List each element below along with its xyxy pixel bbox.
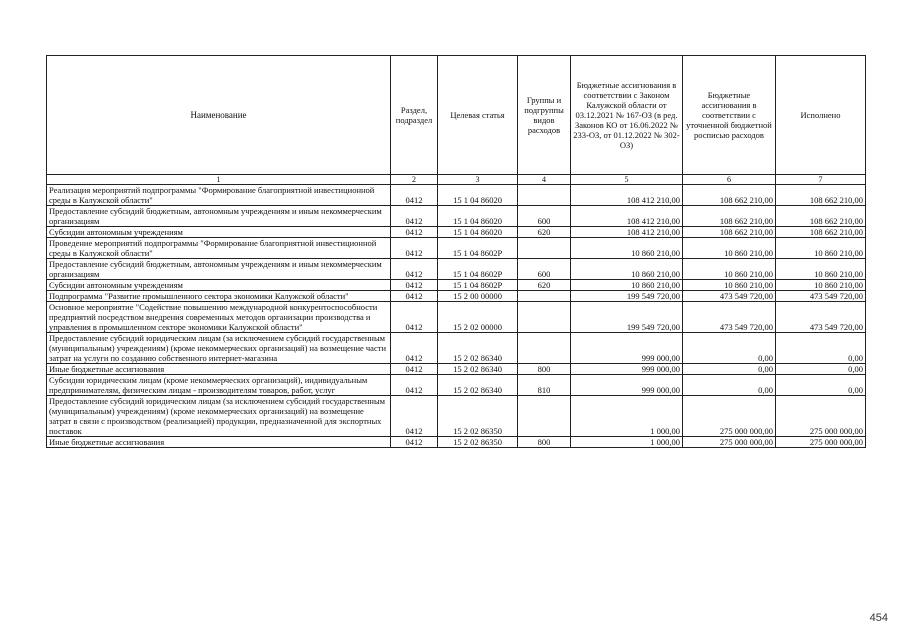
row-name: Основное мероприятие "Содействие повышению международной конкурентоспособности предприятий посредством внедрения современных методов организации производства и управления в промышленном секторе экономики Калужской области" [47, 302, 391, 333]
page-number: 454 [869, 612, 888, 624]
row-target: 15 2 02 86340 [438, 333, 518, 364]
row-executed: 108 662 210,00 [776, 206, 866, 227]
row-refined-budget: 108 662 210,00 [683, 227, 776, 238]
row-name: Иные бюджетные ассигнования [47, 437, 391, 448]
row-executed: 10 860 210,00 [776, 259, 866, 280]
row-section: 0412 [391, 185, 438, 206]
row-executed: 0,00 [776, 364, 866, 375]
row-refined-budget: 473 549 720,00 [683, 291, 776, 302]
row-law-budget: 108 412 210,00 [571, 185, 683, 206]
row-group [518, 333, 571, 364]
row-executed: 10 860 210,00 [776, 280, 866, 291]
row-executed: 108 662 210,00 [776, 227, 866, 238]
row-refined-budget: 0,00 [683, 333, 776, 364]
row-refined-budget: 108 662 210,00 [683, 206, 776, 227]
row-group: 620 [518, 227, 571, 238]
row-name: Предоставление субсидий юридическим лицам (за исключением субсидий государственным (муниципальным) учреждениям) (кроме некоммерческих организаций) на возмещение затрат в связи с производством (реализацией) продукции, предназначенной для экспортных поставок [47, 396, 391, 437]
row-law-budget: 999 000,00 [571, 364, 683, 375]
row-name: Субсидии юридическим лицам (кроме некоммерческих организаций), индивидуальным предпринимателям, физическим лицам - производителям товаров, работ, услуг [47, 375, 391, 396]
row-law-budget: 108 412 210,00 [571, 227, 683, 238]
column-number: 7 [776, 175, 866, 185]
row-target: 15 2 02 00000 [438, 302, 518, 333]
header-section: Раздел, подраздел [391, 56, 438, 175]
row-law-budget: 199 549 720,00 [571, 291, 683, 302]
row-name: Предоставление субсидий бюджетным, автономным учреждениям и иным некоммерческим организациям [47, 259, 391, 280]
row-section: 0412 [391, 227, 438, 238]
column-number: 3 [438, 175, 518, 185]
table-row [47, 227, 866, 238]
row-target: 15 1 04 86020 [438, 206, 518, 227]
row-target: 15 2 02 86340 [438, 375, 518, 396]
header-row [47, 56, 866, 175]
row-target: 15 1 04 8602Р [438, 259, 518, 280]
row-name: Субсидии автономным учреждениям [47, 280, 391, 291]
row-refined-budget: 0,00 [683, 375, 776, 396]
table-row [47, 375, 866, 396]
header-groups: Группы и подгруппы видов расходов [518, 56, 571, 175]
row-name: Субсидии автономным учреждениям [47, 227, 391, 238]
row-refined-budget: 108 662 210,00 [683, 185, 776, 206]
row-section: 0412 [391, 333, 438, 364]
header-name: Наименование [47, 56, 391, 175]
header-law-budget: Бюджетные ассигнования в соответствии с Законом Калужской области от 03.12.2021 № 167-ОЗ (в ред. Законов КО от 16.06.2022 № 233-ОЗ, от 01.12.2022 № 302-ОЗ) [571, 56, 683, 175]
row-refined-budget: 0,00 [683, 364, 776, 375]
table-row [47, 333, 866, 364]
header-refined-budget: Бюджетные ассигнования в соответствии с уточненной бюджетной росписью расходов [683, 56, 776, 175]
row-section: 0412 [391, 364, 438, 375]
row-group [518, 396, 571, 437]
row-executed: 275 000 000,00 [776, 437, 866, 448]
row-group: 800 [518, 364, 571, 375]
row-law-budget: 108 412 210,00 [571, 206, 683, 227]
column-number: 2 [391, 175, 438, 185]
row-name: Реализация мероприятий подпрограммы "Формирование благоприятной инвестиционной среды в Калужской области" [47, 185, 391, 206]
table-row [47, 396, 866, 437]
row-name: Предоставление субсидий юридическим лицам (за исключением субсидий государственным (муниципальным) учреждениям) (кроме некоммерческих организаций) на возмещение части затрат на услуги по созданию собственного интернет-магазина [47, 333, 391, 364]
row-group: 620 [518, 280, 571, 291]
row-group: 810 [518, 375, 571, 396]
table-row [47, 302, 866, 333]
row-name: Подпрограмма "Развитие промышленного сектора экономики Калужской области" [47, 291, 391, 302]
row-executed: 275 000 000,00 [776, 396, 866, 437]
row-group: 800 [518, 437, 571, 448]
row-section: 0412 [391, 375, 438, 396]
row-section: 0412 [391, 396, 438, 437]
row-group [518, 185, 571, 206]
row-refined-budget: 10 860 210,00 [683, 280, 776, 291]
table-row [47, 364, 866, 375]
table-row [47, 437, 866, 448]
row-target: 15 1 04 8602Р [438, 280, 518, 291]
row-law-budget: 1 000,00 [571, 437, 683, 448]
row-refined-budget: 10 860 210,00 [683, 238, 776, 259]
row-law-budget: 10 860 210,00 [571, 238, 683, 259]
row-name: Проведение мероприятий подпрограммы "Формирование благоприятной инвестиционной среды в Калужской области" [47, 238, 391, 259]
row-executed: 108 662 210,00 [776, 185, 866, 206]
row-executed: 10 860 210,00 [776, 238, 866, 259]
row-target: 15 1 04 86020 [438, 227, 518, 238]
row-target: 15 1 04 8602Р [438, 238, 518, 259]
table-row [47, 238, 866, 259]
row-group [518, 302, 571, 333]
row-law-budget: 999 000,00 [571, 375, 683, 396]
row-refined-budget: 275 000 000,00 [683, 396, 776, 437]
table-row [47, 259, 866, 280]
column-number: 6 [683, 175, 776, 185]
row-group [518, 291, 571, 302]
row-section: 0412 [391, 259, 438, 280]
row-section: 0412 [391, 291, 438, 302]
column-number: 1 [47, 175, 391, 185]
table-row [47, 185, 866, 206]
row-law-budget: 199 549 720,00 [571, 302, 683, 333]
row-section: 0412 [391, 302, 438, 333]
column-number: 5 [571, 175, 683, 185]
row-section: 0412 [391, 437, 438, 448]
header-executed: Исполнено [776, 56, 866, 175]
budget-table [46, 55, 866, 448]
row-refined-budget: 275 000 000,00 [683, 437, 776, 448]
row-refined-budget: 473 549 720,00 [683, 302, 776, 333]
row-group: 600 [518, 259, 571, 280]
row-group: 600 [518, 206, 571, 227]
row-law-budget: 10 860 210,00 [571, 280, 683, 291]
row-refined-budget: 10 860 210,00 [683, 259, 776, 280]
row-executed: 473 549 720,00 [776, 291, 866, 302]
row-executed: 0,00 [776, 375, 866, 396]
row-section: 0412 [391, 238, 438, 259]
table-row [47, 206, 866, 227]
column-number: 4 [518, 175, 571, 185]
table-row [47, 291, 866, 302]
row-section: 0412 [391, 280, 438, 291]
row-executed: 473 549 720,00 [776, 302, 866, 333]
header-target: Целевая статья [438, 56, 518, 175]
row-target: 15 2 00 00000 [438, 291, 518, 302]
row-law-budget: 999 000,00 [571, 333, 683, 364]
row-law-budget: 1 000,00 [571, 396, 683, 437]
row-target: 15 2 02 86350 [438, 396, 518, 437]
row-executed: 0,00 [776, 333, 866, 364]
table-row [47, 280, 866, 291]
row-section: 0412 [391, 206, 438, 227]
row-name: Иные бюджетные ассигнования [47, 364, 391, 375]
row-group [518, 238, 571, 259]
row-name: Предоставление субсидий бюджетным, автономным учреждениям и иным некоммерческим организациям [47, 206, 391, 227]
row-law-budget: 10 860 210,00 [571, 259, 683, 280]
row-target: 15 2 02 86340 [438, 364, 518, 375]
column-number-row [47, 175, 866, 185]
row-target: 15 1 04 86020 [438, 185, 518, 206]
row-target: 15 2 02 86350 [438, 437, 518, 448]
